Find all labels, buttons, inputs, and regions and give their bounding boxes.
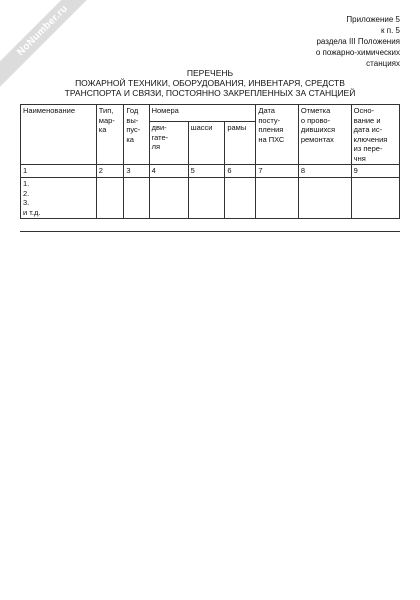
table-cell [351, 178, 399, 219]
table-cell [225, 178, 256, 219]
appendix-line: станциях [366, 59, 400, 68]
column-number-row [21, 165, 400, 178]
table-cell [256, 178, 298, 219]
header-chassis: шасси [188, 122, 225, 165]
column-number: 3 [124, 165, 149, 178]
header-year: Год вы- пус- ка [124, 105, 149, 165]
bottom-divider [20, 231, 400, 232]
document-title [0, 68, 420, 98]
table-header-row [21, 105, 400, 122]
title-line: ТРАНСПОРТА И СВЯЗИ, ПОСТОЯННО ЗАКРЕПЛЕННЫХ ЗА СТАНЦИЕЙ [64, 88, 356, 98]
table-cell [96, 178, 124, 219]
column-number: 7 [256, 165, 298, 178]
table-cell [188, 178, 225, 219]
column-number: 4 [149, 165, 188, 178]
row-items: 1. 2. 3. и т.д. [21, 178, 97, 219]
table-cell [149, 178, 188, 219]
table-cell [298, 178, 351, 219]
header-repairs: Отметка о прово- дившихся ремонтах [298, 105, 351, 165]
appendix-line: Приложение 5 [346, 15, 400, 24]
appendix-line: к п. 5 [381, 26, 400, 35]
header-type: Тип, мар- ка [96, 105, 124, 165]
column-number: 5 [188, 165, 225, 178]
header-name: Наименование [21, 105, 97, 165]
column-number: 9 [351, 165, 399, 178]
column-number: 2 [96, 165, 124, 178]
watermark-ribbon: NoNumber.ru [0, 0, 102, 90]
appendix-line: раздела III Положения [316, 37, 400, 46]
appendix-line: о пожарно-химических [315, 48, 400, 57]
column-number: 1 [21, 165, 97, 178]
title-line: ПОЖАРНОЙ ТЕХНИКИ, ОБОРУДОВАНИЯ, ИНВЕНТАРЯ, СРЕДСТВ [75, 78, 345, 88]
header-frame: рамы [225, 122, 256, 165]
header-basis: Осно- вание и дата ис- ключения из пере- чня [351, 105, 399, 165]
column-number: 8 [298, 165, 351, 178]
table-cell [124, 178, 149, 219]
header-engine: дви- гате- ля [149, 122, 188, 165]
column-number: 6 [225, 165, 256, 178]
header-numbers: Номера [149, 105, 256, 122]
header-date: Дата посту- пления на ПХС [256, 105, 298, 165]
equipment-table [20, 104, 400, 219]
title-line: ПЕРЕЧЕНЬ [186, 68, 234, 78]
table-row [21, 178, 400, 219]
appendix-reference [250, 14, 400, 69]
